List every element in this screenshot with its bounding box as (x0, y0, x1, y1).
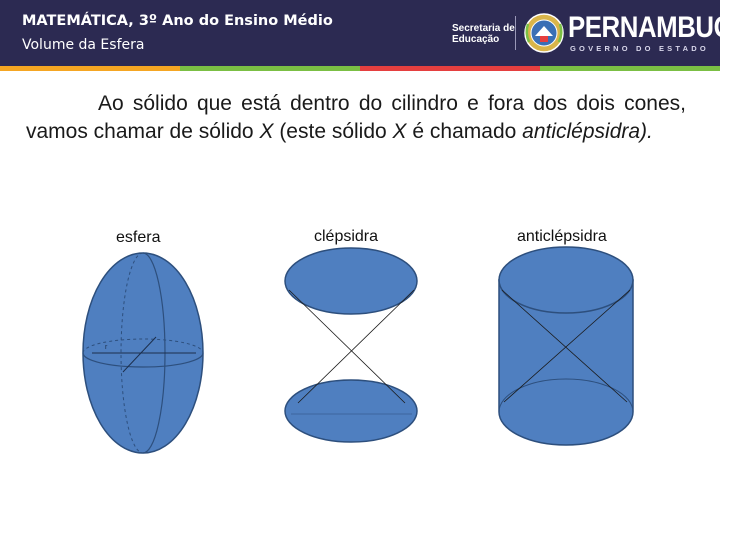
solid-x-symbol: X (259, 120, 274, 143)
solid-x-symbol-2: X (392, 120, 407, 143)
intro-text: Ao sólido que está dentro do cilindro e fora dos dois cones, vamos chamar de sólido (26, 92, 686, 143)
parenthetical-text: (este sólido (279, 120, 387, 143)
label-clepsidra: clépsidra (314, 228, 379, 245)
secretaria-label: Secretaria de Educação (452, 23, 515, 45)
anticlepsidra-term: anticlépsidra). (522, 120, 653, 143)
course-title: MATEMÁTICA, 3º Ano do Ensino Médio (22, 13, 333, 29)
state-name: PERNAMBUCO (568, 11, 751, 44)
label-anticlepsidra: anticlépsidra (517, 228, 607, 245)
lesson-subtitle: Volume da Esfera (22, 37, 145, 53)
called-text: é chamado (412, 120, 517, 143)
state-tagline: GOVERNO DO ESTADO (570, 44, 709, 53)
clepsidra-figure (285, 248, 417, 442)
label-esfera: esfera (116, 229, 161, 246)
radius-label: r (105, 344, 108, 351)
anticlepsidra-figure (499, 247, 633, 445)
sphere-figure (83, 253, 203, 453)
